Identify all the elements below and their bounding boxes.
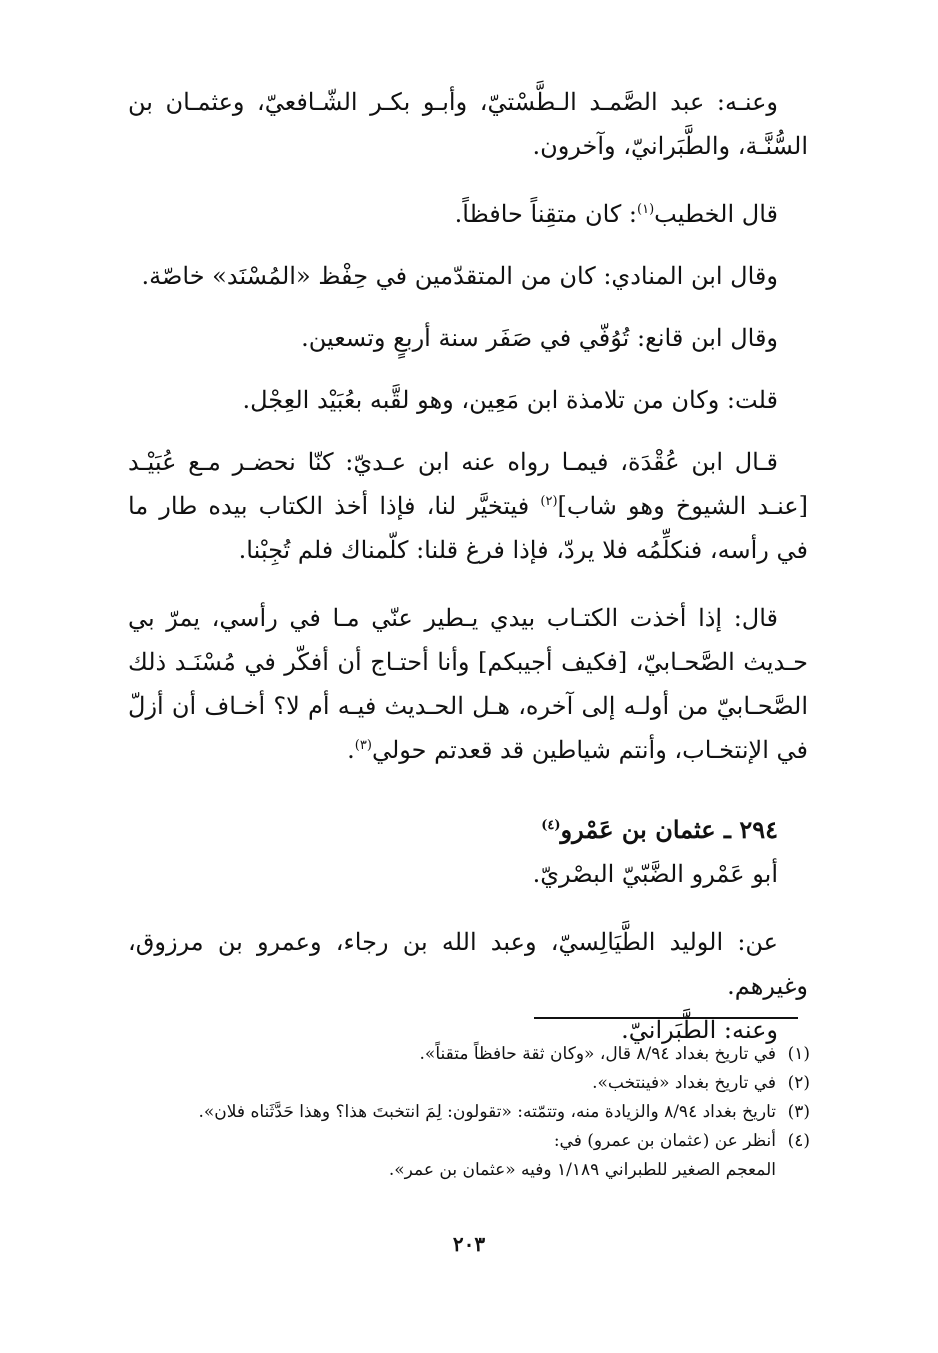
paragraph-narrators [128, 80, 808, 168]
footnote-text: في تاريخ بغداد «فينتخب». [592, 1073, 776, 1093]
footnote-2 [128, 1069, 810, 1098]
footnote-text: في تاريخ بغداد ٨/٩٤ قال، «وكان ثقة حافظاً متقناً». [419, 1044, 776, 1064]
paragraph-text: قلت: وكان من تلامذة ابن مَعِين، وهو لقَّبه بعُبَيْد العِجْل. [242, 386, 778, 414]
paragraph-ibn-qani [128, 316, 808, 360]
footnotes-section [128, 1040, 810, 1185]
entry-kunya-text: أبو عَمْرو الضَّبّيّ البصْريّ. [532, 860, 778, 888]
paragraph-text: قال الخطيب [654, 200, 778, 228]
footnote-number: (١) [787, 1044, 810, 1064]
footnote-divider [534, 1017, 798, 1019]
footnote-number: (٤) [787, 1131, 810, 1151]
footnote-number: (٣) [787, 1102, 810, 1122]
paragraph-ibn-munadi [128, 254, 808, 298]
paragraph-text: وقال ابن قانع: تُوُفّي في صَفَر سنة أربعٍ وتسعين. [301, 324, 778, 352]
paragraph-author-note [128, 378, 808, 422]
footnote-ref-3[interactable]: (٣) [354, 738, 372, 753]
entry-heading [128, 808, 808, 852]
paragraph-text: وعنه: الطَّبَرانيّ. [621, 1016, 778, 1044]
paragraph-khatib [128, 192, 808, 236]
paragraph-text: وقال ابن المنادي: كان من المتقدّمين في حِفْظ «المُسْنَد» خاصّة. [141, 262, 778, 290]
footnote-4 [128, 1127, 810, 1156]
entry-kunya [128, 852, 808, 896]
paragraph-text: قـال ابن عُقْدَة، فيمـا رواه عنه ابن عـديّ: كنّا نحضـر مـع عُبَيْـد [عنـد الشيوخ وهو شاب] [128, 448, 808, 520]
footnote-3 [128, 1098, 810, 1127]
paragraph-quote [128, 596, 808, 772]
paragraph-ibn-uqda [128, 440, 808, 572]
paragraph-teachers [128, 920, 808, 1008]
page-number: ٢٠٣ [452, 1232, 486, 1256]
footnote-ref-4[interactable]: (٤) [541, 818, 561, 833]
footnote-text: تاريخ بغداد ٨/٩٤ والزيادة منه، وتتمّته: «تقولون: لِمَ انتخبتَ هذا؟ وهذا حَدَّثَناه فلان». [198, 1102, 776, 1122]
footnote-ref-1[interactable]: (١) [637, 202, 655, 217]
footnote-1 [128, 1040, 810, 1069]
footnote-text: أنظر عن (عثمان بن عمرو) في: [553, 1131, 776, 1151]
footnote-text: المعجم الصغير للطبراني ١/١٨٩ وفيه «عثمان بن عمر». [388, 1160, 776, 1180]
main-text [128, 80, 808, 1052]
footnote-ref-2[interactable]: (٢) [540, 494, 558, 509]
paragraph-text: وعنـه: عبد الصَّمـد الـطَّسْتيّ، وأبـو بكـر الشّـافعيّ، وعثمـان بن السُّنَّـة، والطَّبَرانيّ، وآخرون. [128, 88, 808, 160]
paragraph-text: عن: الوليد الطَّيَالِسيّ، وعبد الله بن رجاء، وعمرو بن مرزوق، وغيرهم. [128, 928, 808, 1000]
footnote-number: (٢) [787, 1073, 810, 1093]
paragraph-text: فيتخيَّر لنا، فإذا أخذ الكتاب بيده طار ما في رأسه، فنكلِّمُه فلا يردّ، فإذا فرغ قلنا: كلّمناك فلم تُجِبْنا. [128, 492, 808, 564]
paragraph-text: قال: إذا أخذت الكتـاب بيدي يـطير عنّي مـا في رأسي، يمرّ بي حـديث الصَّحـابيّ، [فكيف أجيبكم] وأنا أحتـاج أن أفكّر في مُسْنَـد ذلك الصَّحـابيّ من أولـه إلى آخره، هـل الحـديث فيـه أم لا؟ أخـاف أن أزلّ في الإنتخـاب، وأنتم شياطين قد قعدتم حولي [128, 604, 808, 764]
footnote-4-continuation [128, 1156, 810, 1185]
entry-title-text: ٢٩٤ ـ عثمان بن عَمْرو [560, 815, 778, 844]
paragraph-text: . [347, 736, 355, 764]
paragraph-text: : كان متقِناً حافظاً. [454, 200, 638, 228]
